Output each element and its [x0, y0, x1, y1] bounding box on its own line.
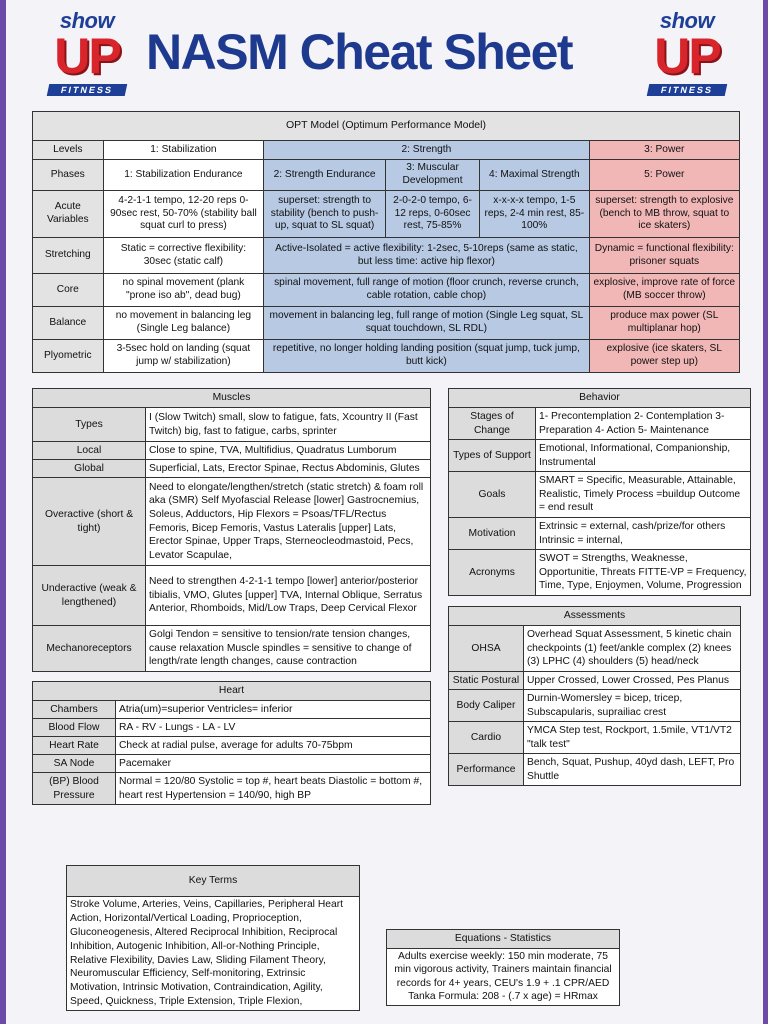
level-stabilization: 1: Stabilization: [103, 141, 264, 160]
assessments-label-ohsa: OHSA: [449, 626, 524, 672]
behavior-value-goals: SMART = Specific, Measurable, Attainable, Realistic, Timely Process =buildup Outcome = end result: [536, 472, 751, 518]
row-label-plyometric: Plyometric: [33, 340, 104, 373]
balance-stabilization: no movement in balancing leg (Single Leg balance): [103, 307, 264, 340]
stretching-power: Dynamic = functional flexibility: prisoner squats: [589, 238, 739, 274]
assessments-label-body-caliper: Body Caliper: [449, 690, 524, 722]
behavior-label-types-of-support: Types of Support: [449, 440, 536, 472]
assessments-table: [448, 606, 741, 786]
row-label-acute-variables: Acute Variables: [33, 191, 104, 238]
heart-title: Heart: [33, 682, 431, 701]
core-power: explosive, improve rate of force (MB soccer throw): [589, 274, 739, 307]
phase-4: 4: Maximal Strength: [480, 160, 589, 191]
assessments-title: Assessments: [449, 607, 741, 626]
acute-phase-3: 2-0-2-0 tempo, 6-12 reps, 0-60sec rest, 75-85%: [385, 191, 479, 238]
behavior-value-stages-of-change: 1- Precontemplation 2- Contemplation 3- Preparation 4- Action 5- Maintenance: [536, 408, 751, 440]
heart-label-blood-flow: Blood Flow: [33, 719, 116, 737]
acute-phase-2: superset: strength to stability (bench to push-up, squat to SL squat): [264, 191, 386, 238]
row-label-core: Core: [33, 274, 104, 307]
show-up-fitness-logo-left: [38, 8, 136, 100]
assessments-value-cardio: YMCA Step test, Rockport, 1.5mile, VT1/VT2 "talk test": [524, 722, 741, 754]
right-border: [763, 0, 768, 1024]
row-label-balance: Balance: [33, 307, 104, 340]
muscles-label-underactive: Underactive (weak & lengthened): [33, 566, 146, 626]
behavior-label-motivation: Motivation: [449, 518, 536, 550]
phase-3: 3: Muscular Development: [385, 160, 479, 191]
heart-label-heart-rate: Heart Rate: [33, 737, 116, 755]
acute-phase-1: 4-2-1-1 tempo, 12-20 reps 0-90sec rest, 50-70% (stability ball squat curl to press): [103, 191, 264, 238]
balance-power: produce max power (SL multiplanar hop): [589, 307, 739, 340]
behavior-value-types-of-support: Emotional, Informational, Companionship, Instrumental: [536, 440, 751, 472]
heart-value-blood-flow: RA - RV - Lungs - LA - LV: [116, 719, 431, 737]
heart-value-blood-pressure: Normal = 120/80 Systolic = top #, heart beats Diastolic = bottom #, heart rest Hypertension = 140/90, high BP: [116, 773, 431, 805]
heart-value-chambers: Atria(um)=superior Ventricles= inferior: [116, 701, 431, 719]
page-title: NASM Cheat Sheet: [146, 24, 573, 80]
muscles-value-underactive: Need to strengthen 4-2-1-1 tempo [lower] anterior/posterior tibialis, VMO, Glutes [upper] TVA, Internal Oblique, Serratus Anterior, Rhomboids, Mid/Low Traps, Deep Cervical Flexor: [146, 566, 431, 626]
equations-table: [386, 929, 620, 1006]
core-stabilization: no spinal movement (plank "prone iso ab", dead bug): [103, 274, 264, 307]
acute-phase-5: superset: strength to explosive (bench to MB throw, squat to ice skaters): [589, 191, 739, 238]
acute-phase-4: x-x-x-x tempo, 1-5 reps, 2-4 min rest, 85-100%: [480, 191, 589, 238]
logo-up-text: UP: [654, 28, 720, 84]
muscles-label-overactive: Overactive (short & tight): [33, 478, 146, 566]
stretching-strength: Active-Isolated = active flexibility: 1-2sec, 5-10reps (same as static, but less time: active hip flexor): [264, 238, 589, 274]
muscles-value-global: Superficial, Lats, Erector Spinae, Rectus Abdominis, Glutes: [146, 460, 431, 478]
heart-value-sa-node: Pacemaker: [116, 755, 431, 773]
logo-show-text: show: [659, 8, 715, 33]
heart-label-blood-pressure: (BP) Blood Pressure: [33, 773, 116, 805]
heart-label-chambers: Chambers: [33, 701, 116, 719]
behavior-label-acronyms: Acronyms: [449, 550, 536, 596]
muscles-value-mechanoreceptors: Golgi Tendon = sensitive to tension/rate tension changes, cause relaxation Muscle spindles = sensitive to change of length/rate length changes, cause contraction: [146, 626, 431, 672]
key-terms-table: [66, 865, 360, 1011]
logo-show-text: show: [59, 8, 115, 33]
level-power: 3: Power: [589, 141, 739, 160]
phase-5: 5: Power: [589, 160, 739, 191]
behavior-label-stages-of-change: Stages of Change: [449, 408, 536, 440]
heart-label-sa-node: SA Node: [33, 755, 116, 773]
behavior-value-motivation: Extrinsic = external, cash/prize/for others Intrinsic = internal,: [536, 518, 751, 550]
row-label-levels: Levels: [33, 141, 104, 160]
logo-fitness-text: FITNESS: [647, 84, 728, 96]
left-border: [0, 0, 6, 1024]
behavior-label-goals: Goals: [449, 472, 536, 518]
heart-table: [32, 681, 431, 805]
muscles-label-local: Local: [33, 442, 146, 460]
logo-fitness-text: FITNESS: [47, 84, 128, 96]
muscles-table: [32, 388, 431, 672]
assessments-label-cardio: Cardio: [449, 722, 524, 754]
behavior-table: [448, 388, 751, 596]
row-label-phases: Phases: [33, 160, 104, 191]
heart-value-heart-rate: Check at radial pulse, average for adults 70-75bpm: [116, 737, 431, 755]
muscles-label-global: Global: [33, 460, 146, 478]
core-strength: spinal movement, full range of motion (floor crunch, reverse crunch, cable rotation, cable chop): [264, 274, 589, 307]
opt-model-table: [32, 111, 740, 373]
show-up-fitness-logo-right: [638, 8, 736, 100]
plyometric-power: explosive (ice skaters, SL power step up): [589, 340, 739, 373]
muscles-value-local: Close to spine, TVA, Multifidius, Quadratus Lumborum: [146, 442, 431, 460]
assessments-label-static-postural: Static Postural: [449, 672, 524, 690]
key-terms-list: Stroke Volume, Arteries, Veins, Capillaries, Peripheral Heart Action, Horizontal/Vertical Loading, Proprioception, Gluconeogenesis, Altered Reciprocal Inhibition, Reciprocal Inhibition, Autogenic Inhibition, All-or-Nothing Principle, Relative Flexibility, Davies Law, Sliding Filament Theory, Neuromuscular Efficiency, Self-monitoring, Extrinsic Motivation, Intrinsic Motivation, Contraindication, Agility, Speed, Quickness, Triple Extension, Triple Flexion,: [67, 897, 360, 1011]
muscles-value-overactive: Need to elongate/lengthen/stretch (static stretch) & foam roll aka (SMR) Self Myofascial Release [lower] Gastrocnemius, Soleus, Adductors, Hip Flexors = Psoas/TFL/Rectus Femoris, Bicep Femoris, Vastus Lateralis [upper] Lats, Erector Spinae, Upper Traps, Sterneocleodmastoid, Pecs, Levator Scapulae,: [146, 478, 431, 566]
assessments-value-performance: Bench, Squat, Pushup, 40yd dash, LEFT, Pro Shuttle: [524, 754, 741, 786]
phase-2: 2: Strength Endurance: [264, 160, 386, 191]
equations-text: Adults exercise weekly: 150 min moderate, 75 min vigorous activity, Trainers maintain financial records for 4+ years, CEU's 1.9 + .1 CPR/AED Tanka Formula: 208 - (.7 x age) = HRmax: [387, 949, 620, 1006]
phase-1: 1: Stabilization Endurance: [103, 160, 264, 191]
equations-title: Equations - Statistics: [387, 930, 620, 949]
assessments-value-body-caliper: Durnin-Womersley = bicep, tricep, Subscapularis, suprailiac crest: [524, 690, 741, 722]
assessments-value-static-postural: Upper Crossed, Lower Crossed, Pes Planus: [524, 672, 741, 690]
key-terms-title: Key Terms: [67, 866, 360, 897]
row-label-stretching: Stretching: [33, 238, 104, 274]
assessments-value-ohsa: Overhead Squat Assessment, 5 kinetic chain checkpoints (1) feet/ankle complex (2) knees (3) LPHC (4) shoulders (5) head/neck: [524, 626, 741, 672]
stretching-stabilization: Static = corrective flexibility: 30sec (static calf): [103, 238, 264, 274]
muscles-label-mechanoreceptors: Mechanoreceptors: [33, 626, 146, 672]
balance-strength: movement in balancing leg, full range of motion (Single Leg squat, SL squat touchdown, SL RDL): [264, 307, 589, 340]
muscles-title: Muscles: [33, 389, 431, 408]
level-strength: 2: Strength: [264, 141, 589, 160]
assessments-label-performance: Performance: [449, 754, 524, 786]
plyometric-stabilization: 3-5sec hold on landing (squat jump w/ stabilization): [103, 340, 264, 373]
behavior-value-acronyms: SWOT = Strengths, Weaknesse, Opportunitie, Threats FITTE-VP = Frequency, Time, Type, Enjoymen, Volume, Progression: [536, 550, 751, 596]
logo-up-text: UP: [54, 28, 120, 84]
plyometric-strength: repetitive, no longer holding landing position (squat jump, tuck jump, butt kick): [264, 340, 589, 373]
behavior-title: Behavior: [449, 389, 751, 408]
muscles-label-types: Types: [33, 408, 146, 442]
muscles-value-types: I (Slow Twitch) small, slow to fatigue, fats, Xcountry II (Fast Twitch) big, fast to fatigue, carbs, sprinter: [146, 408, 431, 442]
opt-model-title: OPT Model (Optimum Performance Model): [33, 112, 740, 141]
